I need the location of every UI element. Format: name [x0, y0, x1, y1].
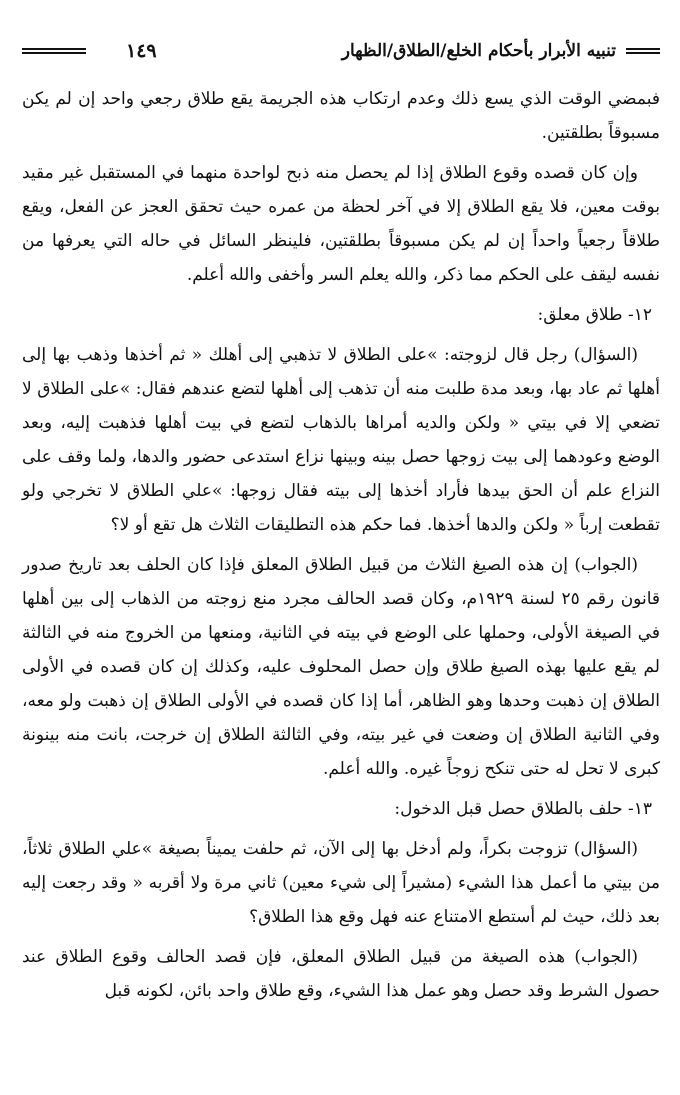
- question-paragraph: (السؤال) تزوجت بكراً، ولم أدخل بها إلى الآن، ثم حلفت يميناً بصيغة »علي الطلاق ثلاثاً، من بيتي ما أعمل هذا الشيء (مشيراً إلى شيء معين) ثاني مرة ولا أقربه « وقد رجعت إليه بعد ذلك، حيث لم أستطع الامتناع عنه فهل وقع هذا الطلاق؟: [22, 839, 660, 927]
- header-rule-right: [626, 47, 660, 55]
- body-text: [22, 82, 660, 1014]
- question-paragraph: (السؤال) رجل قال لزوجته: »على الطلاق لا تذهبي إلى أهلك « ثم أخذها وذهب بها إلى أهلها ثم عاد بها، وبعد مدة طلبت منه أن تذهب إلى أهلها لتضع عندهم فقال: »على الطلاق لا تضعي إلا في بيتي « ولكن والديه أمراها بالذهاب لتضع في بيت أهلها فذهبت إليه، وبعد الوضع وعودهما إلى بيت زوجها حصل بينه وبينها نزاع استدعى حضور والدها، ولما وقف على النزاع علم أن الحق بيدها فأراد أخذها إلى بيته فقال زوجها: »علي الطلاق لا تخرجي ولو تقطعت إرباً « ولكن والدها أخذها. فما حكم هذه التطليقات الثلاث هل تقع أو لا؟: [22, 345, 660, 535]
- page-number: ١٤٩: [126, 40, 157, 62]
- section-heading-13: ١٣- حلف بالطلاق حصل قبل الدخول:: [394, 799, 652, 819]
- page-header: [22, 34, 660, 68]
- header-rule-left: [22, 47, 86, 55]
- running-title: تنبيه الأبرار بأحكام الخلع/الطلاق/الظهار: [341, 41, 616, 61]
- answer-paragraph: (الجواب) هذه الصيغة من قبيل الطلاق المعلق، فإن قصد الحالف وقوع الطلاق عند حصول الشرط وقد حصل وهو عمل هذا الشيء، وقع طلاق واحد بائن، لكونه قبل: [22, 947, 660, 1001]
- paragraph: وإن كان قصده وقوع الطلاق إذا لم يحصل منه ذبح لواحدة منهما في المستقبل غير مقيد بوقت معين، فلا يقع الطلاق إلا في آخر لحظة من عمره حيث تحقق العجز عن الفعل، ويقع طلاقاً رجعياً واحداً إن لم يكن مسبوقاً بطلقتين، فلينظر السائل في حاله التي يعرفها من نفسه ليقف على الحكم مما ذكر، والله يعلم السر وأخفى والله أعلم.: [22, 163, 660, 285]
- paragraph-continuation: فبمضي الوقت الذي يسع ذلك وعدم ارتكاب هذه الجريمة يقع طلاق رجعي واحد إن لم يكن مسبوقاً بطلقتين.: [22, 89, 660, 143]
- section-heading-12: ١٢- طلاق معلق:: [537, 305, 652, 325]
- answer-paragraph: (الجواب) إن هذه الصيغ الثلاث من قبيل الطلاق المعلق فإذا كان الحلف بعد تاريخ صدور قانون رقم ٢٥ لسنة ١٩٢٩م، وكان قصد الحالف مجرد منع زوجته من الذهاب إلى بين أهلها في الصيغة الأولى، وحملها على الوضع في بيته في الثانية، ومنعها من الخروج منه في الثالثة لم يقع عليها بهذه الصيغ طلاق وإن حصل المحلوف عليه، وكذلك إن كان قصده في الأولى الطلاق إن ذهبت وحدها وهو الظاهر، أما إذا كان قصده في الأولى الطلاق إن ذهبت ولو معه، وفي الثانية الطلاق إن وضعت في غير بيته، وفي الثالثة الطلاق إن خرجت، بانت منه بينونة كبرى لا تحل له حتى تنكح زوجاً غيره. والله أعلم.: [22, 555, 660, 779]
